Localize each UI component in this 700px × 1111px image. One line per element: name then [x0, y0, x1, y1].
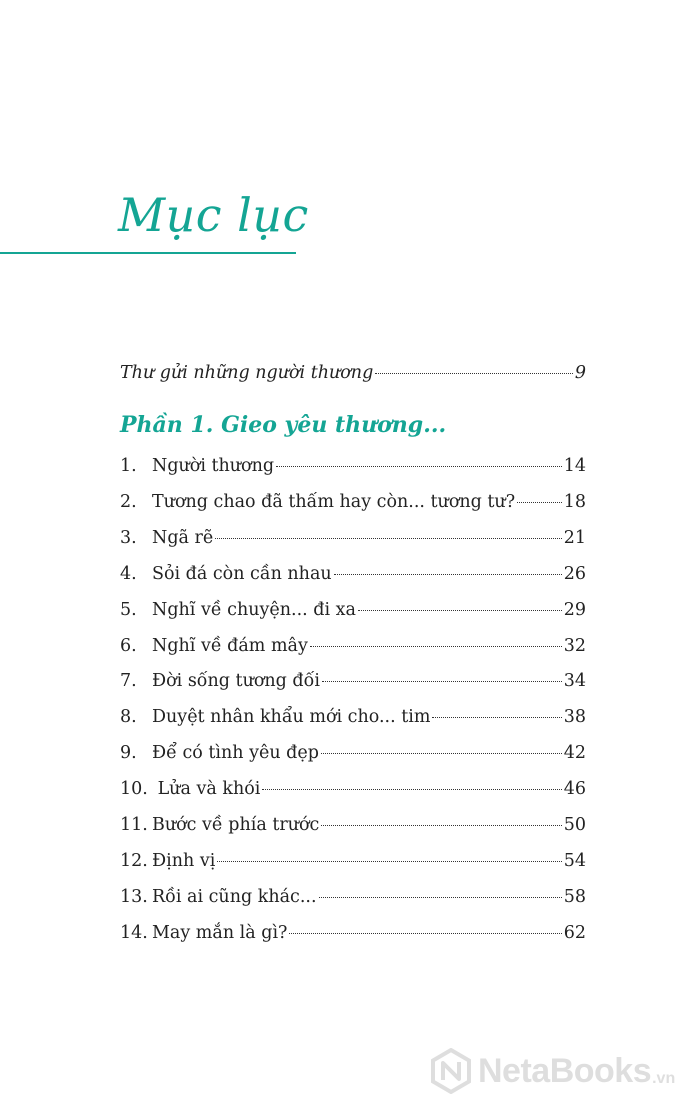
dot-leader — [289, 933, 561, 934]
title-underline — [0, 252, 296, 254]
watermark — [430, 1048, 675, 1094]
toc-entry[interactable] — [120, 635, 586, 657]
toc-entry-page: 26 — [563, 563, 586, 584]
toc-entry-page: 21 — [563, 527, 586, 548]
toc-entry-number: 6. — [120, 635, 137, 656]
toc-entry-number: 11. — [120, 815, 148, 835]
dot-leader — [334, 574, 562, 575]
netabooks-logo-icon — [430, 1048, 472, 1094]
toc-entry-text: Để có tình yêu đẹp — [152, 743, 319, 764]
toc-entry-text: Nghĩ về chuyện... đi xa — [152, 599, 356, 620]
toc-entry-number: 12. — [120, 850, 148, 871]
toc-entry-text: Đời sống tương đối — [152, 671, 320, 692]
dot-leader — [217, 861, 561, 862]
toc-intro-entry[interactable] — [120, 362, 586, 384]
toc-entry-text: Ngã rẽ — [152, 527, 214, 548]
dot-leader — [262, 789, 561, 790]
toc-entry-text: May mắn là gì? — [152, 922, 288, 943]
toc-entry-number: 13. — [120, 886, 148, 907]
toc-entry-page: 54 — [563, 850, 586, 871]
toc-entry-number: 3. — [120, 527, 137, 548]
toc-entry[interactable] — [120, 850, 586, 872]
page-title: Mục lục — [118, 188, 309, 242]
toc-entry-number: 5. — [120, 599, 137, 620]
toc-entry-page: 46 — [563, 779, 586, 800]
toc-entry-text: Bước về phía trước — [152, 815, 320, 835]
dot-leader — [321, 825, 561, 826]
toc-entry-page: 14 — [563, 456, 586, 476]
dot-leader — [358, 610, 562, 611]
toc-entry[interactable] — [120, 778, 586, 800]
toc-entry-page: 18 — [563, 491, 586, 512]
dot-leader — [375, 373, 573, 374]
toc-entry-page: 9 — [574, 363, 586, 383]
toc-entry-page: 34 — [563, 671, 586, 692]
toc-entry[interactable] — [120, 491, 586, 513]
toc-entry[interactable] — [120, 670, 586, 692]
dot-leader — [432, 717, 561, 718]
toc-entry-page: 42 — [563, 743, 586, 764]
toc-entry[interactable] — [120, 814, 586, 836]
toc-entry-text: Tương chao đã thấm hay còn... tương tư? — [152, 491, 516, 512]
dot-leader — [517, 502, 562, 503]
toc-entry-text: Lửa và khói — [152, 779, 261, 800]
toc-entry-number: 8. — [120, 707, 137, 728]
toc-entry[interactable] — [120, 599, 586, 621]
toc-entry[interactable] — [120, 563, 586, 585]
toc-entry-page: 32 — [563, 635, 586, 656]
toc-entry-number: 7. — [120, 671, 137, 692]
watermark-suffix: .vn — [652, 1070, 676, 1087]
toc-entry-page: 58 — [563, 886, 586, 907]
toc-entry[interactable] — [120, 455, 586, 477]
toc-entry-number: 10. — [120, 779, 148, 800]
toc-entry-number: 4. — [120, 563, 137, 584]
section-heading: Phần 1. Gieo yêu thương... — [120, 412, 447, 438]
toc-entry-number: 1. — [120, 456, 137, 476]
toc-entry[interactable] — [120, 742, 586, 764]
dot-leader — [322, 681, 562, 682]
toc-entry[interactable] — [120, 886, 586, 908]
toc-entry-number: 2. — [120, 491, 137, 512]
toc-entry[interactable] — [120, 706, 586, 728]
dot-leader — [319, 897, 562, 898]
toc-entry-page: 38 — [563, 707, 586, 728]
toc-entry-number: 14. — [120, 922, 148, 943]
toc-entry-page: 50 — [563, 815, 586, 835]
toc-entry-text: Người thương — [152, 456, 275, 476]
toc-entry-number: 9. — [120, 743, 137, 764]
toc-entry-page: 29 — [563, 599, 586, 620]
toc-entry-text: Sỏi đá còn cần nhau — [152, 563, 332, 584]
dot-leader — [310, 646, 562, 647]
dot-leader — [215, 538, 561, 539]
dot-leader — [276, 466, 562, 467]
toc-entry[interactable] — [120, 527, 586, 549]
dot-leader — [321, 753, 562, 754]
toc-entry-text: Định vị — [152, 850, 216, 871]
toc-entry-page: 62 — [563, 922, 586, 943]
toc-entry[interactable] — [120, 922, 586, 944]
toc-entry-text: Duyệt nhân khẩu mới cho... tim — [152, 707, 431, 728]
watermark-text: NetaBooks — [478, 1051, 652, 1090]
toc-entry-text: Thư gửi những người thương — [120, 363, 374, 383]
toc-entry-text: Nghĩ về đám mây — [152, 635, 308, 656]
toc-entry-text: Rồi ai cũng khác... — [152, 886, 317, 907]
